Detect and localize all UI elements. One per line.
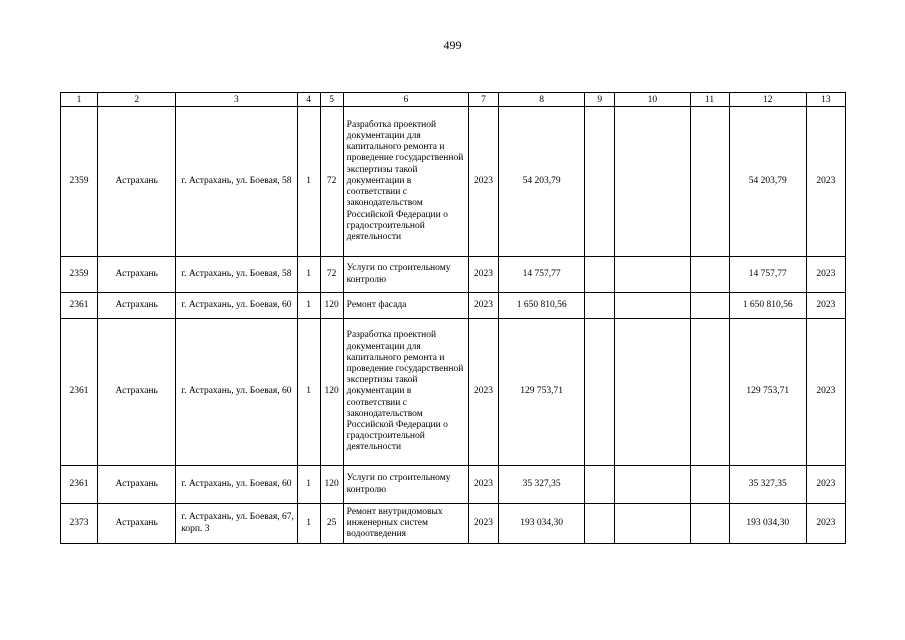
completion-year: 2023 xyxy=(806,504,845,544)
year: 2023 xyxy=(468,466,498,504)
col-11-value xyxy=(690,319,729,466)
municipality: Астрахань xyxy=(98,466,176,504)
column-header: 2 xyxy=(98,93,176,107)
col-11-value xyxy=(690,293,729,319)
col-9-value xyxy=(585,504,615,544)
municipality: Астрахань xyxy=(98,107,176,257)
col-10-value xyxy=(615,107,690,257)
completion-year: 2023 xyxy=(806,257,845,293)
col-12-value: 1 650 810,56 xyxy=(729,293,806,319)
work-type: Ремонт внутридомовых инженерных систем водоотведения xyxy=(343,504,468,544)
municipality: Астрахань xyxy=(98,504,176,544)
total-cost: 14 757,77 xyxy=(499,257,585,293)
col-5-value: 25 xyxy=(320,504,343,544)
year: 2023 xyxy=(468,293,498,319)
header-row xyxy=(61,93,846,107)
municipality: Астрахань xyxy=(98,319,176,466)
col-11-value xyxy=(690,257,729,293)
col-11-value xyxy=(690,107,729,257)
table-row xyxy=(61,257,846,293)
col-12-value: 193 034,30 xyxy=(729,504,806,544)
table-body xyxy=(61,93,846,544)
address: г. Астрахань, ул. Боевая, 67, корп. 3 xyxy=(176,504,297,544)
work-type: Услуги по строительному контролю xyxy=(343,466,468,504)
col-12-value: 14 757,77 xyxy=(729,257,806,293)
col-12-value: 129 753,71 xyxy=(729,319,806,466)
address: г. Астрахань, ул. Боевая, 60 xyxy=(176,466,297,504)
total-cost: 1 650 810,56 xyxy=(499,293,585,319)
work-type: Разработка проектной документации для капитального ремонта и проведение государственной экспертизы такой документации в соответствии с законодательством Российской Федерации о градостроительной деятельности xyxy=(343,107,468,257)
row-number: 2361 xyxy=(61,466,98,504)
completion-year: 2023 xyxy=(806,319,845,466)
col-12-value: 54 203,79 xyxy=(729,107,806,257)
col-4-value: 1 xyxy=(297,107,320,257)
year: 2023 xyxy=(468,107,498,257)
row-number: 2361 xyxy=(61,293,98,319)
column-header: 4 xyxy=(297,93,320,107)
year: 2023 xyxy=(468,504,498,544)
column-header: 10 xyxy=(615,93,690,107)
col-4-value: 1 xyxy=(297,319,320,466)
col-10-value xyxy=(615,319,690,466)
work-type: Разработка проектной документации для капитального ремонта и проведение государственной экспертизы такой документации в соответствии с законодательством Российской Федерации о градостроительной деятельности xyxy=(343,319,468,466)
col-4-value: 1 xyxy=(297,257,320,293)
municipality: Астрахань xyxy=(98,257,176,293)
col-12-value: 35 327,35 xyxy=(729,466,806,504)
table-row xyxy=(61,107,846,257)
col-10-value xyxy=(615,466,690,504)
page-number: 499 xyxy=(443,38,462,52)
column-header: 1 xyxy=(61,93,98,107)
col-4-value: 1 xyxy=(297,466,320,504)
address: г. Астрахань, ул. Боевая, 58 xyxy=(176,257,297,293)
total-cost: 193 034,30 xyxy=(499,504,585,544)
col-9-value xyxy=(585,293,615,319)
col-11-value xyxy=(690,504,729,544)
col-9-value xyxy=(585,257,615,293)
col-4-value: 1 xyxy=(297,504,320,544)
address: г. Астрахань, ул. Боевая, 60 xyxy=(176,293,297,319)
col-10-value xyxy=(615,293,690,319)
capital-repair-table xyxy=(60,92,846,544)
col-9-value xyxy=(585,466,615,504)
year: 2023 xyxy=(468,257,498,293)
completion-year: 2023 xyxy=(806,293,845,319)
col-10-value xyxy=(615,504,690,544)
col-5-value: 72 xyxy=(320,257,343,293)
work-type: Ремонт фасада xyxy=(343,293,468,319)
column-header: 5 xyxy=(320,93,343,107)
column-header: 12 xyxy=(729,93,806,107)
row-number: 2359 xyxy=(61,257,98,293)
col-9-value xyxy=(585,319,615,466)
work-type: Услуги по строительному контролю xyxy=(343,257,468,293)
row-number: 2361 xyxy=(61,319,98,466)
column-header: 6 xyxy=(343,93,468,107)
col-11-value xyxy=(690,466,729,504)
year: 2023 xyxy=(468,319,498,466)
col-9-value xyxy=(585,107,615,257)
completion-year: 2023 xyxy=(806,466,845,504)
column-header: 8 xyxy=(499,93,585,107)
column-header: 11 xyxy=(690,93,729,107)
table-row xyxy=(61,466,846,504)
column-header: 3 xyxy=(176,93,297,107)
col-10-value xyxy=(615,257,690,293)
completion-year: 2023 xyxy=(806,107,845,257)
total-cost: 129 753,71 xyxy=(499,319,585,466)
total-cost: 35 327,35 xyxy=(499,466,585,504)
col-5-value: 72 xyxy=(320,107,343,257)
municipality: Астрахань xyxy=(98,293,176,319)
column-header: 13 xyxy=(806,93,845,107)
table-row xyxy=(61,504,846,544)
total-cost: 54 203,79 xyxy=(499,107,585,257)
col-4-value: 1 xyxy=(297,293,320,319)
column-header: 7 xyxy=(468,93,498,107)
table-row xyxy=(61,293,846,319)
col-5-value: 120 xyxy=(320,319,343,466)
address: г. Астрахань, ул. Боевая, 58 xyxy=(176,107,297,257)
table-row xyxy=(61,319,846,466)
address: г. Астрахань, ул. Боевая, 60 xyxy=(176,319,297,466)
column-header: 9 xyxy=(585,93,615,107)
row-number: 2373 xyxy=(61,504,98,544)
row-number: 2359 xyxy=(61,107,98,257)
col-5-value: 120 xyxy=(320,466,343,504)
col-5-value: 120 xyxy=(320,293,343,319)
